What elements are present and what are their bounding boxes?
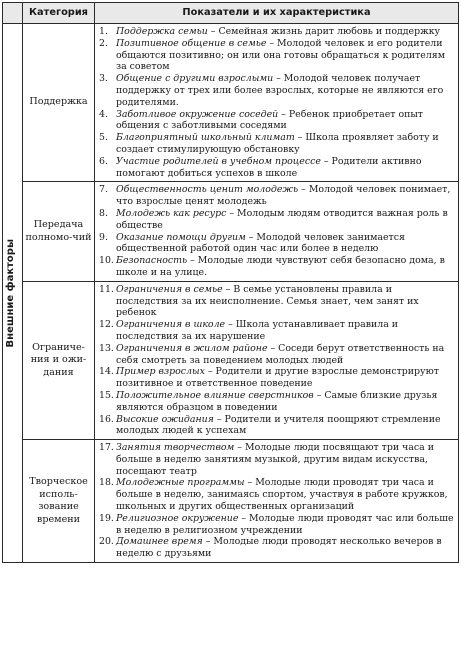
factor-label: Внешние факторы xyxy=(5,238,16,348)
item-desc: – Молодые люди проводят три часа и больше в неделю, занимаясь спортом, участвуя в работе кружков, школьных и других общественных организаций xyxy=(116,477,448,513)
item-term: Благоприятный школьный климат xyxy=(116,132,295,144)
item-term: Положительное влияние сверстников xyxy=(116,389,314,401)
category-creative-time: Творческое исполь-зование времени xyxy=(23,440,95,563)
list-item xyxy=(99,232,456,256)
item-number: 2. xyxy=(99,37,108,49)
header-category: Категория xyxy=(23,3,95,24)
item-term: Поддержка семьи xyxy=(116,26,208,37)
item-desc: – Родители и учителя поощряют стремление молодых людей к успехам xyxy=(116,413,441,437)
item-term: Заботливое окружение соседей xyxy=(116,108,279,120)
item-term: Высокие ожидания xyxy=(116,413,214,425)
list-item xyxy=(99,390,456,414)
item-desc: – Молодой человек понимает, что взрослые ценят молодежь xyxy=(116,184,451,208)
item-desc: – Молодые люди посвящают три часа и больше в неделю занятиям музыкой, другим видам искусства, посещают театр xyxy=(116,442,434,477)
item-desc: – Школа устанавливает правила и последствия за их нарушение xyxy=(116,319,399,342)
list-item xyxy=(99,414,456,438)
item-term: Общественность ценит молодежь xyxy=(116,184,299,196)
item-desc: – Родители и другие взрослые демонстрируют позитивное и ответственное поведение xyxy=(116,366,439,390)
list-item xyxy=(99,513,456,537)
item-desc: – В семье установлены правила и последствия за их неисполнение. Семья знает, чем занят их ребенок xyxy=(116,283,419,319)
item-desc: – Молодые люди чувствуют себя безопасно дома, в школе и на улице. xyxy=(116,255,445,278)
item-desc: – Соседи берут ответственность на себя смотреть за поведением молодых людей xyxy=(116,342,445,366)
list-item xyxy=(99,73,456,108)
item-number: 20. xyxy=(99,536,114,548)
item-term: Безопасность xyxy=(116,255,188,267)
item-desc: – Молодые люди проводят несколько вечеров в неделю с друзьями xyxy=(116,536,442,560)
list-item xyxy=(99,255,456,279)
item-term: Ограничения в жилом районе xyxy=(116,342,268,354)
item-number: 10. xyxy=(99,255,114,267)
item-number: 1. xyxy=(99,26,108,37)
item-number: 17. xyxy=(99,442,114,454)
item-desc: – Молодой человек и его родители общаются позитивно; он или она готовы обращаться к родителям за советом xyxy=(116,37,445,73)
indicator-list xyxy=(99,442,456,560)
group-row-boundaries xyxy=(3,281,459,439)
item-term: Ограничения в школе xyxy=(116,319,226,331)
item-desc: – Молодой человек получает поддержку от трех или более взрослых, которые не являются его родителями. xyxy=(116,73,444,108)
item-desc: – Родители активно помогают добиться успехов в школе xyxy=(116,155,422,179)
category-empowerment: Передача полномо-чий xyxy=(23,182,95,281)
group-row-creative-time xyxy=(3,440,459,563)
category-support: Поддержка xyxy=(23,24,95,182)
item-term: Религиозное окружение xyxy=(116,512,239,524)
item-desc: – Семейная жизнь дарит любовь и поддержку xyxy=(207,26,441,37)
item-term: Оказание помощи другим xyxy=(116,231,246,243)
item-term: Пример взрослых xyxy=(116,366,205,378)
item-desc: – Ребенок приобретает опыт общения с заботливыми соседями xyxy=(116,108,423,132)
header-row xyxy=(3,3,459,24)
item-number: 8. xyxy=(99,207,108,219)
list-item xyxy=(99,366,456,390)
item-number: 18. xyxy=(99,477,114,489)
header-indicators: Показатели и их характеристика xyxy=(95,3,459,24)
item-number: 5. xyxy=(99,132,108,144)
item-term: Молодежь как ресурс xyxy=(116,207,227,219)
item-number: 11. xyxy=(99,283,114,295)
item-desc: – Молодые люди проводят час или больше в неделю в религиозном учреждении xyxy=(116,512,454,536)
list-item xyxy=(99,343,456,367)
list-item xyxy=(99,26,456,38)
item-number: 7. xyxy=(99,184,108,196)
item-desc: – Самые близкие друзья являются образцом в поведении xyxy=(116,389,438,413)
item-term: Занятия творчеством xyxy=(116,442,235,454)
item-term: Домашнее время xyxy=(116,536,203,548)
item-term: Молодежные программы xyxy=(116,477,245,489)
header-factor xyxy=(3,3,23,24)
indicators-boundaries xyxy=(95,281,459,439)
list-item xyxy=(99,319,456,343)
item-number: 4. xyxy=(99,108,108,120)
list-item xyxy=(99,132,456,156)
item-number: 3. xyxy=(99,73,108,85)
list-item xyxy=(99,477,456,512)
list-item xyxy=(99,184,456,208)
indicator-list xyxy=(99,284,456,437)
item-number: 13. xyxy=(99,342,114,354)
list-item xyxy=(99,536,456,560)
item-number: 6. xyxy=(99,155,108,167)
group-row-support xyxy=(3,24,459,182)
indicator-list xyxy=(99,184,456,278)
indicators-table xyxy=(2,2,459,563)
item-term: Общение с другими взрослыми xyxy=(116,73,274,85)
item-number: 15. xyxy=(99,389,114,401)
list-item xyxy=(99,109,456,133)
item-term: Позитивное общение в семье xyxy=(116,37,267,49)
list-item xyxy=(99,442,456,477)
item-desc: – Молодой человек занимается общественной работой один час или более в неделю xyxy=(116,231,405,255)
indicator-list xyxy=(99,26,456,179)
list-item xyxy=(99,284,456,319)
indicators-empowerment xyxy=(95,182,459,281)
item-number: 9. xyxy=(99,231,108,243)
item-desc: – Школа проявляет заботу и создает стимулирующую обстановку xyxy=(116,132,439,155)
item-number: 19. xyxy=(99,512,114,524)
indicators-support xyxy=(95,24,459,182)
indicators-creative-time xyxy=(95,440,459,563)
list-item xyxy=(99,156,456,180)
item-number: 14. xyxy=(99,366,114,378)
item-term: Ограничения в семье xyxy=(116,283,223,295)
list-item xyxy=(99,208,456,232)
factor-cell xyxy=(3,24,23,563)
item-term: Участие родителей в учебном процессе xyxy=(116,155,321,167)
item-number: 16. xyxy=(99,413,114,425)
list-item xyxy=(99,38,456,73)
group-row-empowerment xyxy=(3,182,459,281)
item-number: 12. xyxy=(99,319,114,331)
item-desc: – Молодым людям отводится важная роль в обществе xyxy=(116,207,448,231)
category-boundaries: Ограниче-ния и ожи-дания xyxy=(23,281,95,439)
